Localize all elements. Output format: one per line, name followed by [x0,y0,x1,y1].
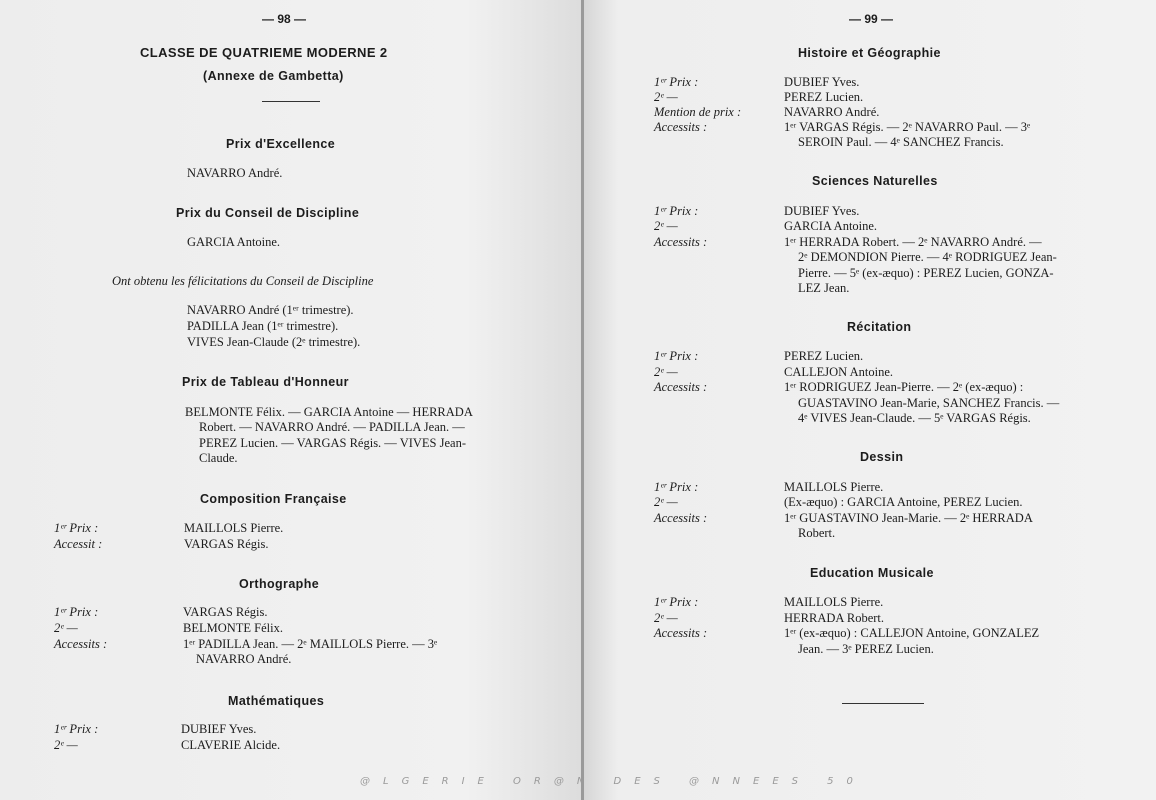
row-value: 1ᵉʳ PADILLA Jean. — 2ᵉ MAILLOLS Pierre. — 3ᵉ [183,637,438,651]
row-label: 2ᵉ — [654,365,678,379]
section-heading: Dessin [860,450,904,464]
row-label: Accessits : [654,380,708,394]
section-heading: Orthographe [239,577,320,591]
section-heading: Histoire et Géographie [798,46,941,60]
list-line: Robert. — NAVARRO André. — PADILLA Jean. — [199,420,465,434]
end-rule [842,703,924,704]
section-heading: Composition Française [200,492,347,506]
row-value: VARGAS Régis. [184,537,269,551]
row-label: 2ᵉ — [54,621,78,635]
row-label: 2ᵉ — [654,611,678,625]
row-value: MAILLOLS Pierre. [784,480,884,494]
row-label: 1ᵉʳ Prix : [654,595,699,609]
row-label: 1ᵉʳ Prix : [654,349,699,363]
row-label: 1ᵉʳ Prix : [54,605,99,619]
row-continuation: 2ᵉ DEMONDION Pierre. — 4ᵉ RODRIGUEZ Jean- [798,250,1057,264]
row-label: Accessits : [54,637,108,651]
row-label: 2ᵉ — [654,90,678,104]
row-label: 1ᵉʳ Prix : [54,521,99,535]
row-label: Accessits : [654,120,708,134]
section-heading: Education Musicale [810,566,934,580]
row-value: 1ᵉʳ RODRIGUEZ Jean-Pierre. — 2ᵉ (ex-æquo) : [784,380,1024,394]
row-value: DUBIEF Yves. [784,75,860,89]
row-value: DUBIEF Yves. [784,204,860,218]
row-label: 2ᵉ — [654,495,678,509]
row-value: VARGAS Régis. [183,605,268,619]
row-value: MAILLOLS Pierre. [784,595,884,609]
row-label: 2ᵉ — [54,738,78,752]
watermark: @LGERIE OR@N DES @NNEES 50 [360,776,866,787]
row-continuation: LEZ Jean. [798,281,850,295]
row-label: Accessits : [654,511,708,525]
row-label: 1ᵉʳ Prix : [654,75,699,89]
class-subtitle: (Annexe de Gambetta) [203,69,344,83]
row-continuation: SEROIN Paul. — 4ᵉ SANCHEZ Francis. [798,135,1004,149]
row-value: 1ᵉʳ GUASTAVINO Jean-Marie. — 2ᵉ HERRADA [784,511,1033,525]
row-value: CALLEJON Antoine. [784,365,894,379]
row-continuation: GUASTAVINO Jean-Marie, SANCHEZ Francis. — [798,396,1060,410]
award-name: GARCIA Antoine. [187,235,281,249]
page-number: — 98 — [262,12,307,26]
list-line: VIVES Jean-Claude (2ᵉ trimestre). [187,335,361,349]
list-line: Claude. [199,451,238,465]
row-label: Mention de prix : [654,105,742,119]
title-rule [262,101,320,102]
row-continuation: Pierre. — 5ᵉ (ex-æquo) : PEREZ Lucien, GONZA- [798,266,1054,280]
row-value: 1ᵉʳ (ex-æquo) : CALLEJON Antoine, GONZALEZ [784,626,1040,640]
row-value: PEREZ Lucien. [784,90,864,104]
row-continuation: 4ᵉ VIVES Jean-Claude. — 5ᵉ VARGAS Régis. [798,411,1031,425]
row-value: PEREZ Lucien. [784,349,864,363]
row-continuation: Jean. — 3ᵉ PEREZ Lucien. [798,642,934,656]
row-value: MAILLOLS Pierre. [184,521,284,535]
row-label: Accessits : [654,626,708,640]
row-label: 2ᵉ — [654,219,678,233]
row-continuation: NAVARRO André. [196,652,292,666]
row-label: 1ᵉʳ Prix : [654,204,699,218]
list-line: NAVARRO André (1ᵉʳ trimestre). [187,303,354,317]
row-value: BELMONTE Félix. [183,621,283,635]
row-value: HERRADA Robert. [784,611,884,625]
page-number: — 99 — [849,12,894,26]
row-label: 1ᵉʳ Prix : [54,722,99,736]
list-line: BELMONTE Félix. — GARCIA Antoine — HERRADA [185,405,473,419]
row-value: NAVARRO André. [784,105,880,119]
award-name: NAVARRO André. [187,166,283,180]
section-heading: Ont obtenu les félicitations du Conseil de Discipline [112,274,374,288]
row-value: (Ex-æquo) : GARCIA Antoine, PEREZ Lucien. [784,495,1023,509]
class-title: CLASSE DE QUATRIEME MODERNE 2 [140,45,388,60]
row-value: 1ᵉʳ HERRADA Robert. — 2ᵉ NAVARRO André. — [784,235,1042,249]
section-heading: Prix d'Excellence [226,137,336,151]
row-label: 1ᵉʳ Prix : [654,480,699,494]
row-value: CLAVERIE Alcide. [181,738,281,752]
right-page [584,0,1156,800]
row-value: 1ᵉʳ VARGAS Régis. — 2ᵉ NAVARRO Paul. — 3ᵉ [784,120,1031,134]
row-continuation: Robert. [798,526,836,540]
row-label: Accessits : [654,235,708,249]
row-value: GARCIA Antoine. [784,219,878,233]
list-line: PADILLA Jean (1ᵉʳ trimestre). [187,319,339,333]
row-value: DUBIEF Yves. [181,722,257,736]
list-line: PEREZ Lucien. — VARGAS Régis. — VIVES Jean- [199,436,467,450]
section-heading: Récitation [847,320,912,334]
section-heading: Mathématiques [228,694,325,708]
section-heading: Sciences Naturelles [812,174,938,188]
section-heading: Prix de Tableau d'Honneur [182,375,349,389]
section-heading: Prix du Conseil de Discipline [176,206,360,220]
row-label: Accessit : [54,537,103,551]
